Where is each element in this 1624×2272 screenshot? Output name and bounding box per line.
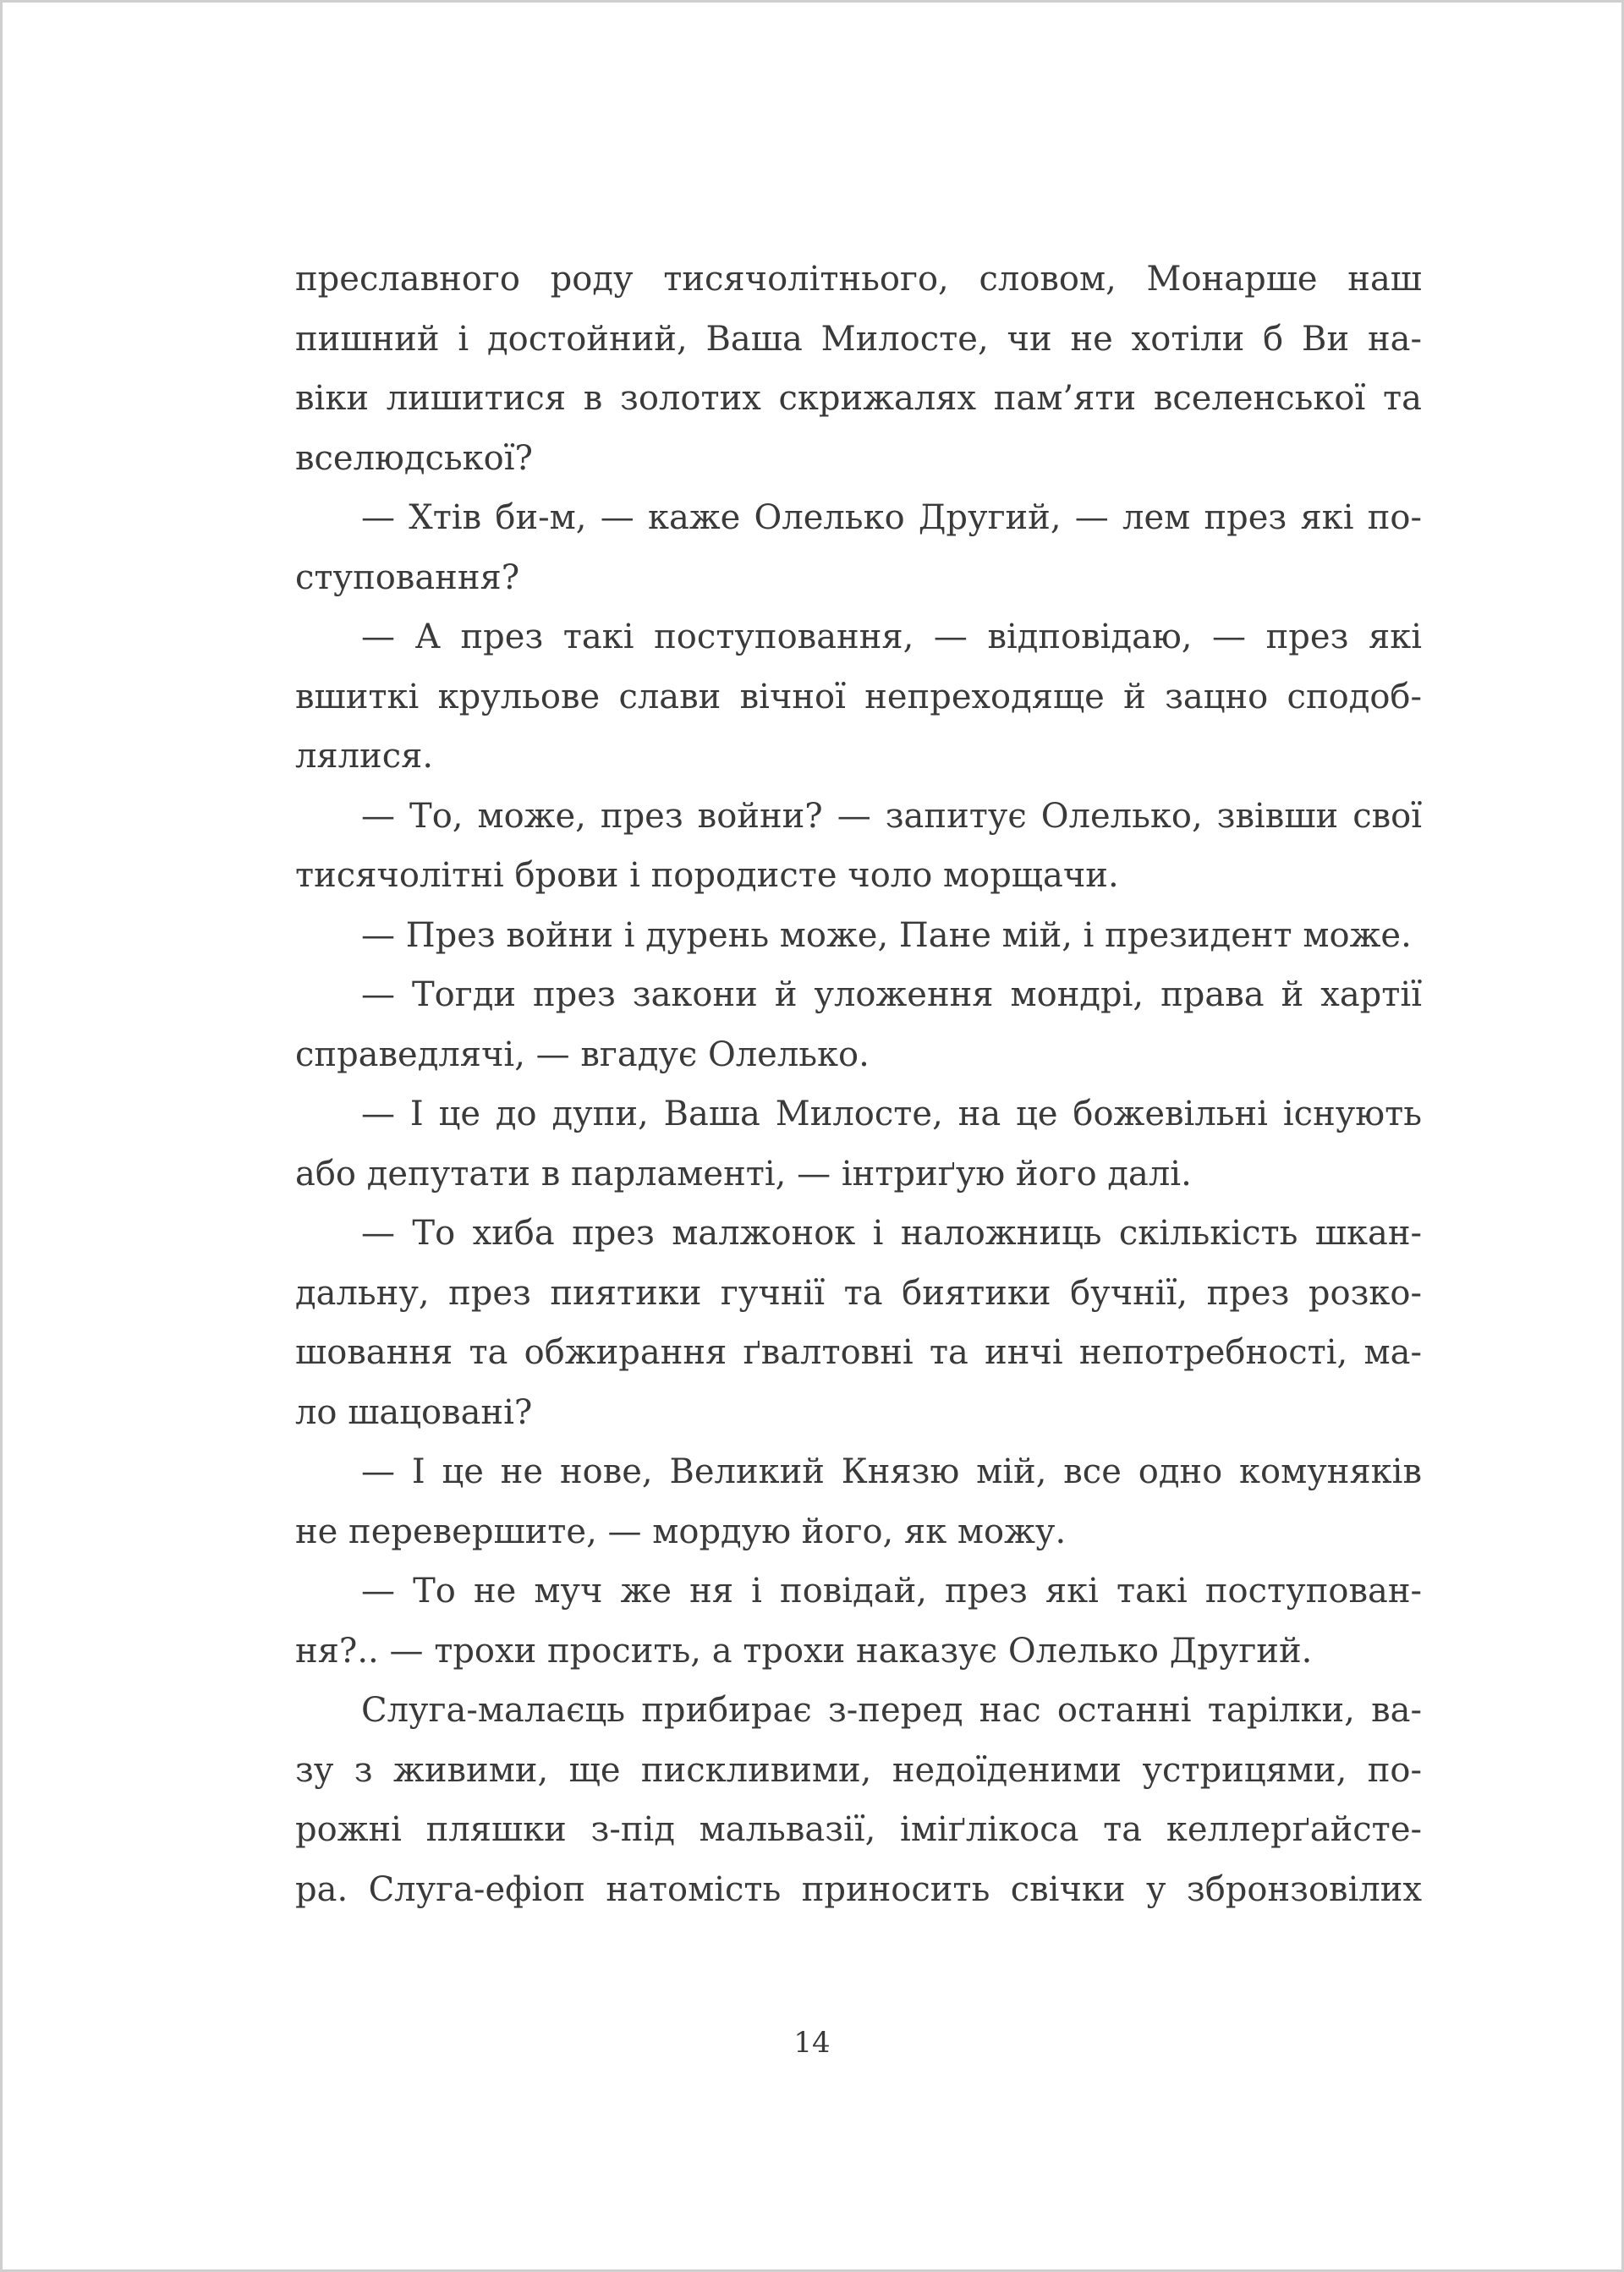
text-line: — През войни і дурень може, Пане мій, і президент може. bbox=[361, 915, 1412, 955]
text-line: пишний і достойний, Ваша Милосте, чи не хотіли б Ви на- bbox=[295, 319, 1422, 359]
paragraph bbox=[295, 906, 1422, 966]
text-line: — То не муч же ня і повідай, през які такі поступован- bbox=[361, 1572, 1422, 1611]
text-line: — Тогди през закони й уложення мондрі, права й хартії bbox=[361, 975, 1422, 1014]
text-line: вшиткі крульове слави вічної непреходяще й зацно сподоб- bbox=[295, 677, 1422, 716]
text-line: дальну, през пиятики гучнії та биятики бучнії, през розко- bbox=[295, 1273, 1422, 1313]
text-line: — То хиба през малжонок і наложниць скількість шкан- bbox=[361, 1214, 1422, 1253]
paragraph bbox=[295, 1561, 1422, 1681]
paragraph bbox=[295, 1681, 1422, 1919]
paragraph bbox=[295, 787, 1422, 906]
paragraph bbox=[295, 607, 1422, 787]
text-line: — А през такі поступовання, — відповідаю, — през які bbox=[361, 617, 1422, 656]
text-line: лялися. bbox=[295, 737, 434, 776]
text-line: — І це до дупи, Ваша Милосте, на це божевільні існують bbox=[361, 1095, 1422, 1133]
text-line: — То, може, през войни? — запитує Олелько, звівши свої bbox=[361, 796, 1422, 836]
text-line: ступовання? bbox=[295, 557, 520, 597]
text-line: або депутати в парламенті, — інтриґую його далі. bbox=[295, 1154, 1192, 1194]
text-line: рожні пляшки з-під мальвазії, іміґлікоса та келлерґайсте- bbox=[295, 1810, 1422, 1849]
paragraph bbox=[295, 488, 1422, 607]
text-line: — І це не нове, Великий Князю мій, все одно комуняків bbox=[361, 1452, 1422, 1491]
text-line: — Хтів би-м, — каже Олелько Другий, — лем през які по- bbox=[361, 498, 1422, 537]
text-line: Слуга-малаєць прибирає з-перед нас останні тарілки, ва- bbox=[361, 1691, 1422, 1730]
paragraph bbox=[295, 250, 1422, 488]
text-line: тисячолітні брови і породисте чоло морщачи. bbox=[295, 856, 1119, 895]
paragraph bbox=[295, 1442, 1422, 1561]
text-line: вселюдської? bbox=[295, 438, 533, 478]
body-text bbox=[295, 250, 1422, 1919]
text-line: преславного роду тисячолітнього, словом, Монарше наш bbox=[295, 260, 1422, 299]
text-line: віки лишитися в золотих скрижалях пам’яти вселенської та bbox=[295, 379, 1422, 418]
page-number: 14 bbox=[793, 2026, 831, 2060]
text-line: шовання та обжирання ґвалтовні та инчі непотребності, ма- bbox=[295, 1333, 1422, 1372]
text-line: справедлячі, — вгадує Олелько. bbox=[295, 1034, 870, 1074]
paragraph bbox=[295, 965, 1422, 1084]
text-line: ра. Слуга-ефіоп натомість приносить свічки у збронзовілих bbox=[295, 1869, 1422, 1909]
paragraph bbox=[295, 1204, 1422, 1442]
text-line: ня?.. — трохи просить, а трохи наказує Олелько Другий. bbox=[295, 1631, 1313, 1671]
paragraph bbox=[295, 1084, 1422, 1204]
text-line: не перевершите, — мордую його, як можу. bbox=[295, 1512, 1067, 1551]
text-line: ло шацовані? bbox=[295, 1392, 533, 1432]
text-line: зу з живими, ще пискливими, недоїденими устрицями, по- bbox=[295, 1750, 1422, 1790]
